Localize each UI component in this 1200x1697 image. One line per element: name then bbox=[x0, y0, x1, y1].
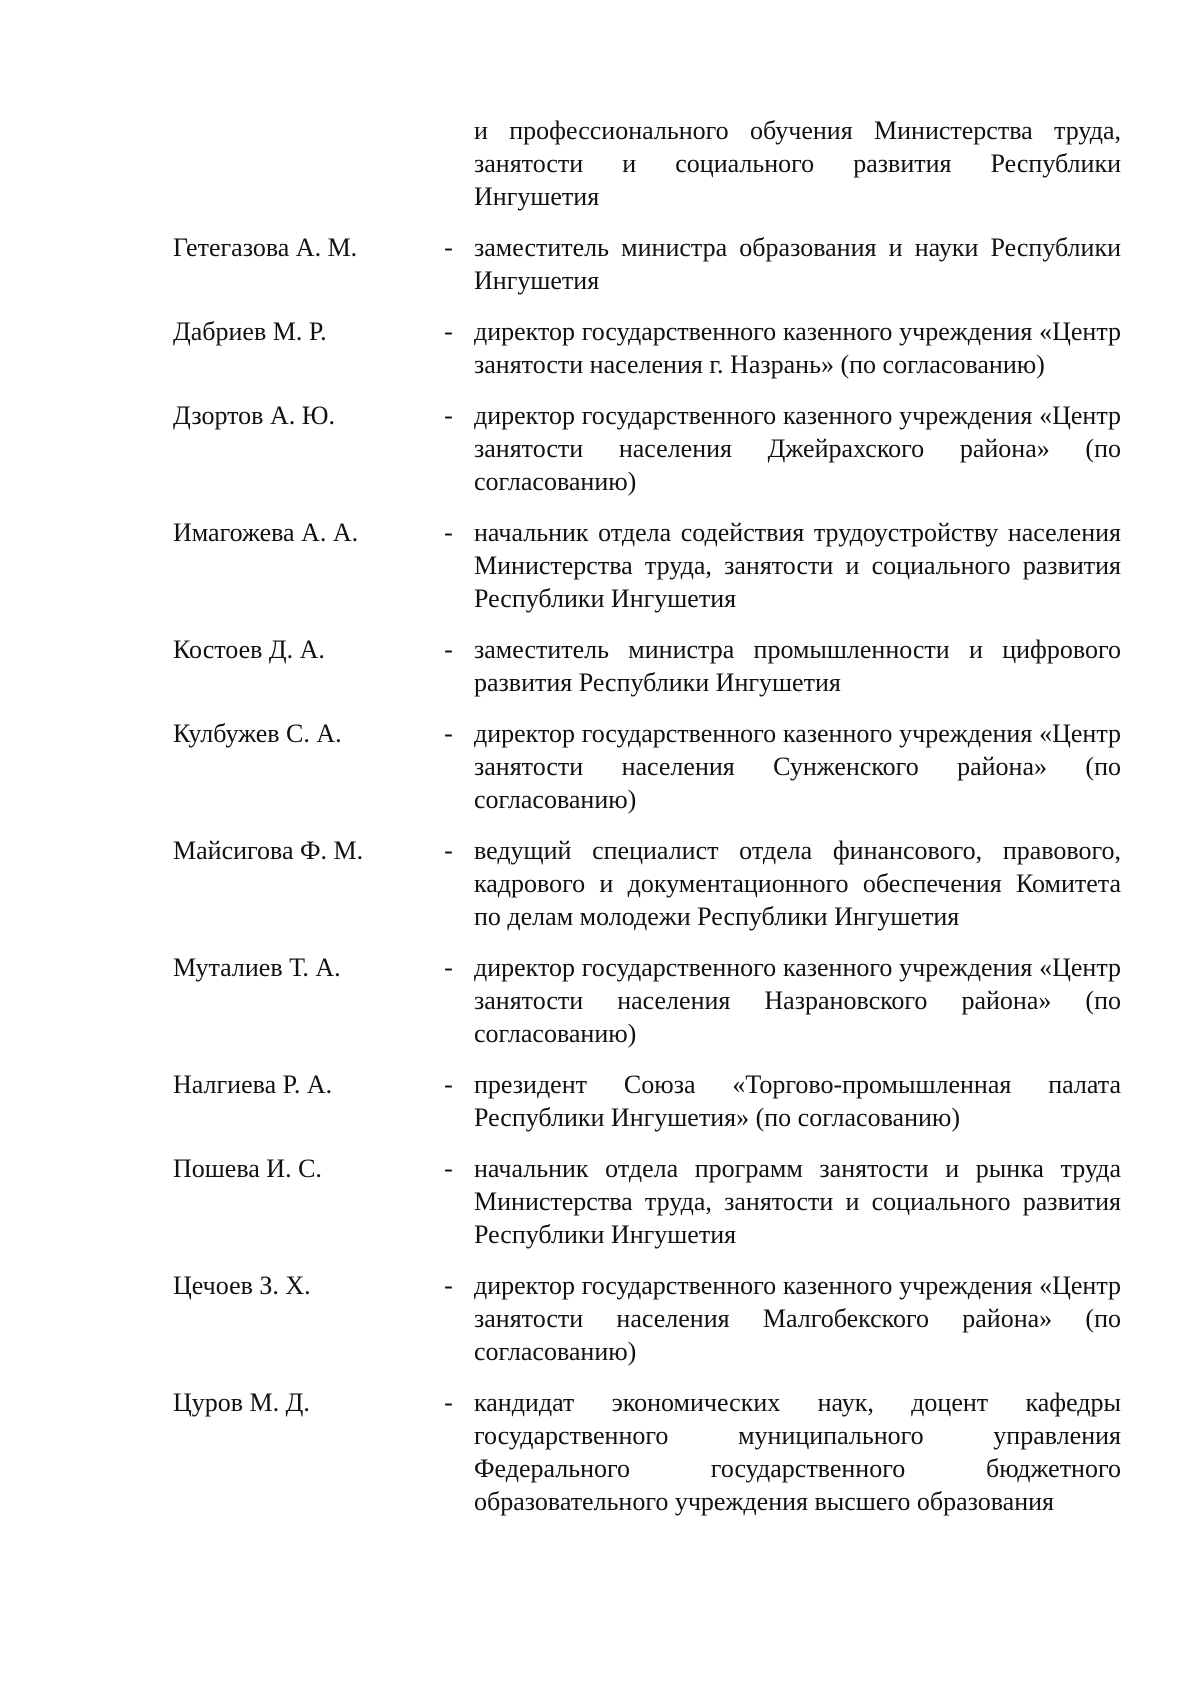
continued-description: и профессионального обучения Министерства труда, занятости и социального развития Республики Ингушетия bbox=[474, 116, 1121, 211]
separator-dash: - bbox=[444, 1070, 453, 1099]
member-entry bbox=[173, 231, 1121, 297]
member-entry bbox=[173, 1269, 1121, 1368]
member-name: Майсигова Ф. М. bbox=[173, 836, 364, 865]
member-position: директор государственного казенного учреждения «Центр занятости населения г. Назрань» (по согласованию) bbox=[474, 317, 1121, 379]
separator-dash: - bbox=[444, 719, 453, 748]
member-position: ведущий специалист отдела финансового, правового, кадрового и документационного обеспечения Комитета по делам молодежи Республики Ингушетия bbox=[474, 836, 1121, 931]
member-name: Дзортов А. Ю. bbox=[173, 401, 335, 430]
member-entry bbox=[173, 717, 1121, 816]
member-position: кандидат экономических наук, доцент кафедры государственного муниципального управления Федерального государственного бюджетного образовательного учреждения высшего образования bbox=[474, 1388, 1121, 1516]
member-entry bbox=[173, 516, 1121, 615]
member-name: Муталиев Т. А. bbox=[173, 953, 341, 982]
separator-dash: - bbox=[444, 518, 453, 547]
member-position: директор государственного казенного учреждения «Центр занятости населения Малгобекского района» (по согласованию) bbox=[474, 1271, 1121, 1366]
member-entry bbox=[173, 633, 1121, 699]
member-position: начальник отдела содействия трудоустройству населения Министерства труда, занятости и социального развития Республики Ингушетия bbox=[474, 518, 1121, 613]
separator-dash: - bbox=[444, 317, 453, 346]
member-name: Костоев Д. А. bbox=[173, 635, 325, 664]
member-position: директор государственного казенного учреждения «Центр занятости населения Сунженского района» (по согласованию) bbox=[474, 719, 1121, 814]
separator-dash: - bbox=[444, 233, 453, 262]
separator-dash: - bbox=[444, 1154, 453, 1183]
member-name: Цуров М. Д. bbox=[173, 1388, 310, 1417]
member-entry bbox=[173, 1152, 1121, 1251]
member-entry bbox=[173, 1068, 1121, 1134]
member-name: Цечоев З. Х. bbox=[173, 1271, 311, 1300]
member-name: Дабриев М. Р. bbox=[173, 317, 327, 346]
member-position: начальник отдела программ занятости и рынка труда Министерства труда, занятости и социального развития Республики Ингушетия bbox=[474, 1154, 1121, 1249]
member-name: Кулбужев С. А. bbox=[173, 719, 342, 748]
member-entry bbox=[173, 834, 1121, 933]
separator-dash: - bbox=[444, 1271, 453, 1300]
commission-member-list bbox=[173, 114, 1121, 1518]
member-entry bbox=[173, 399, 1121, 498]
member-position: директор государственного казенного учреждения «Центр занятости населения Назрановского района» (по согласованию) bbox=[474, 953, 1121, 1048]
separator-dash: - bbox=[444, 836, 453, 865]
separator-dash: - bbox=[444, 953, 453, 982]
member-entry bbox=[173, 1386, 1121, 1518]
member-name: Налгиева Р. А. bbox=[173, 1070, 333, 1099]
member-name: Имагожева А. А. bbox=[173, 518, 359, 547]
member-entry bbox=[173, 951, 1121, 1050]
separator-dash: - bbox=[444, 635, 453, 664]
member-position: заместитель министра промышленности и цифрового развития Республики Ингушетия bbox=[474, 635, 1121, 697]
separator-dash: - bbox=[444, 1388, 453, 1417]
member-name: Пошева И. С. bbox=[173, 1154, 322, 1183]
member-name: Гетегазова А. М. bbox=[173, 233, 358, 262]
member-entry bbox=[173, 315, 1121, 381]
member-position: президент Союза «Торгово-промышленная палата Республики Ингушетия» (по согласованию) bbox=[474, 1070, 1121, 1132]
separator-dash: - bbox=[444, 401, 453, 430]
member-position: директор государственного казенного учреждения «Центр занятости населения Джейрахского района» (по согласованию) bbox=[474, 401, 1121, 496]
member-position: заместитель министра образования и науки Республики Ингушетия bbox=[474, 233, 1121, 295]
